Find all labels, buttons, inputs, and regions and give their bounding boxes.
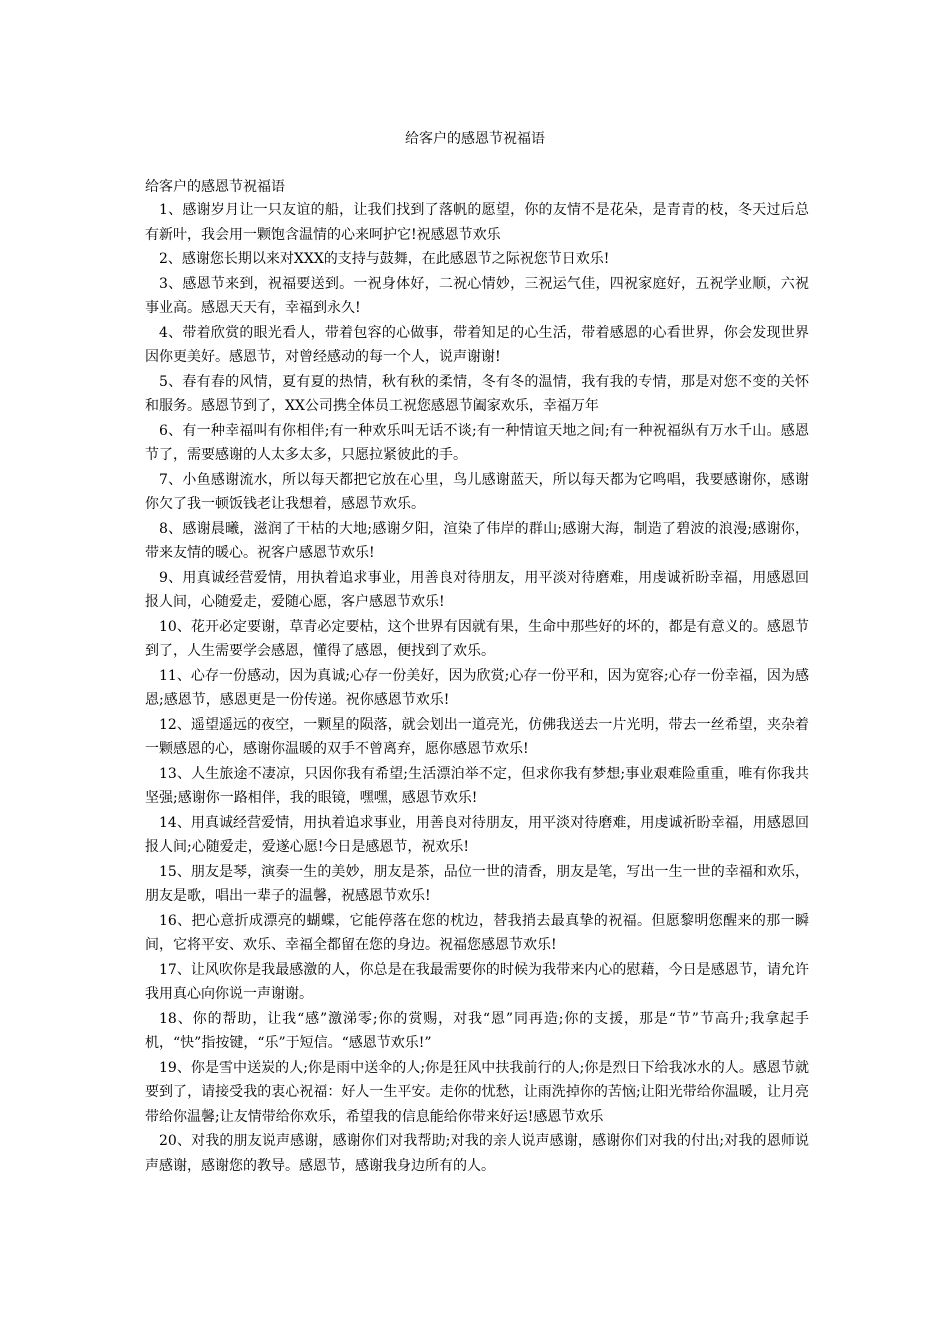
paragraph: 1、感谢岁月让一只友谊的船，让我们找到了落帆的愿望，你的友情不是花朵，是青青的枝，冬天过后总有新叶，我会用一颗饱含温情的心来呵护它!祝感恩节欢乐 (145, 202, 809, 243)
paragraph: 18、你的帮助，让我“感”激涕零;你的赏赐，对我“恩”同再造;你的支援，那是“节”节高升;我拿起手机，“快”指按键，“乐”于短信。“感恩节欢乐!” (145, 1010, 809, 1051)
document-subtitle: 给客户的感恩节祝福语 (145, 179, 285, 195)
paragraph: 8、感谢晨曦，滋润了干枯的大地;感谢夕阳，渲染了伟岸的群山;感谢大海，制造了碧波的浪漫;感谢你，带来友情的暖心。祝客户感恩节欢乐! (145, 520, 809, 561)
paragraph: 4、带着欣赏的眼光看人，带着包容的心做事，带着知足的心生活，带着感恩的心看世界，你会发现世界因你更美好。感恩节，对曾经感动的每一个人，说声谢谢! (145, 324, 809, 365)
paragraph: 9、用真诚经营爱情，用执着追求事业，用善良对待朋友，用平淡对待磨难，用虔诚祈盼幸福，用感恩回报人间，心随爱走，爱随心愿，客户感恩节欢乐! (145, 569, 809, 610)
paragraph: 17、让风吹你是我最感激的人，你总是在我最需要你的时候为我带来内心的慰藉，今日是感恩节，请允许我用真心向你说一声谢谢。 (145, 961, 809, 1002)
paragraph: 13、人生旅途不凄凉，只因你我有希望;生活漂泊举不定，但求你我有梦想;事业艰难险重重，唯有你我共坚强;感谢你一路相伴，我的眼镜，嘿嘿，感恩节欢乐! (145, 765, 809, 806)
paragraph: 6、有一种幸福叫有你相伴;有一种欢乐叫无话不谈;有一种情谊天地之间;有一种祝福纵有万水千山。感恩节了，需要感谢的人太多太多，只愿拉紧彼此的手。 (145, 422, 809, 463)
document-title: 给客户的感恩节祝福语 (405, 131, 545, 147)
paragraph: 7、小鱼感谢流水，所以每天都把它放在心里，鸟儿感谢蓝天，所以每天都为它鸣唱，我要感谢你，感谢你欠了我一顿饭钱老让我想着，感恩节欢乐。 (145, 471, 809, 512)
paragraph: 15、朋友是琴，演奏一生的美妙，朋友是茶，品位一世的清香，朋友是笔，写出一生一世的幸福和欢乐，朋友是歌，唱出一辈子的温馨，祝感恩节欢乐! (145, 863, 809, 904)
paragraph: 5、春有春的风情，夏有夏的热情，秋有秋的柔情，冬有冬的温情，我有我的专情，那是对您不变的关怀和服务。感恩节到了，XX公司携全体员工祝您感恩节阖家欢乐，幸福万年 (145, 373, 809, 414)
paragraph: 11、心存一份感动，因为真诚;心存一份美好，因为欣赏;心存一份平和，因为宽容;心存一份幸福，因为感恩;感恩节，感恩更是一份传递。祝你感恩节欢乐! (145, 667, 809, 708)
paragraph: 14、用真诚经营爱情，用执着追求事业，用善良对待朋友，用平淡对待磨难，用虔诚祈盼幸福，用感恩回报人间;心随爱走，爱遂心愿!今日是感恩节，祝欢乐! (145, 814, 809, 855)
paragraph: 20、对我的朋友说声感谢，感谢你们对我帮助;对我的亲人说声感谢，感谢你们对我的付出;对我的恩师说声感谢，感谢您的教导。感恩节，感谢我身边所有的人。 (145, 1133, 809, 1174)
paragraph: 2、感谢您长期以来对XXX的支持与鼓舞，在此感恩节之际祝您节日欢乐! (159, 251, 610, 267)
paragraph: 3、感恩节来到，祝福要送到。一祝身体好，二祝心情妙，三祝运气佳，四祝家庭好，五祝学业顺，六祝事业高。感恩天天有，幸福到永久! (145, 275, 809, 316)
document-body (145, 176, 809, 1178)
paragraph: 10、花开必定要谢，草青必定要枯，这个世界有因就有果，生命中那些好的坏的，都是有意义的。感恩节到了，人生需要学会感恩，懂得了感恩，便找到了欢乐。 (145, 618, 809, 659)
paragraph: 12、遥望遥远的夜空，一颗星的陨落，就会划出一道亮光，仿佛我送去一片光明，带去一丝希望，夹杂着一颗感恩的心，感谢你温暖的双手不曾离弃，愿你感恩节欢乐! (145, 716, 809, 757)
paragraph: 16、把心意折成漂亮的蝴蝶，它能停落在您的枕边，替我捎去最真挚的祝福。但愿黎明您醒来的那一瞬间，它将平安、欢乐、幸福全都留在您的身边。祝福您感恩节欢乐! (145, 912, 809, 953)
paragraph: 19、你是雪中送炭的人;你是雨中送伞的人;你是狂风中扶我前行的人;你是烈日下给我冰水的人。感恩节就要到了，请接受我的衷心祝福：好人一生平安。走你的忧愁，让雨洗掉你的苦恼;让阳光带给你温暖，让月亮带给你温馨;让友情带给你欢乐，希望我的信息能给你带来好运!感恩节欢乐 (145, 1059, 809, 1125)
